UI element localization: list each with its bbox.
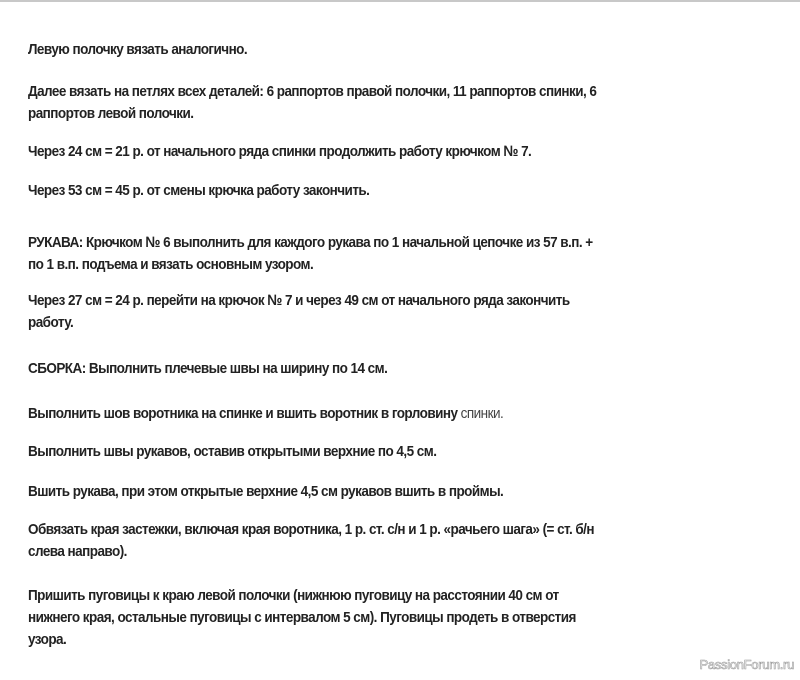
paragraph-sleeves bbox=[28, 232, 784, 276]
paragraph-edging bbox=[28, 519, 784, 563]
text-line: раппортов левой полочки. bbox=[28, 105, 194, 122]
text-line: Обвязать края застежки, включая края воротника, 1 р. ст. с/н и 1 р. «рачьего шага» (= ст. б/н bbox=[28, 521, 595, 538]
text-line: СБОРКА: Выполнить плечевые швы на ширину по 14 см. bbox=[28, 360, 388, 377]
paragraph-set-in-sleeves bbox=[28, 481, 784, 503]
watermark: PassionForum.ru bbox=[699, 657, 794, 672]
paragraph-pattern-repeats bbox=[28, 81, 784, 125]
paragraph-sleeve-seams bbox=[28, 441, 784, 463]
text-line: РУКАВА: Крючком № 6 выполнить для каждого рукава по 1 начальной цепочке из 57 в.п. + bbox=[28, 234, 593, 251]
paragraph-sleeves-finish bbox=[28, 290, 784, 334]
text-line: Через 53 см = 45 р. от смены крючка работу закончить. bbox=[28, 182, 370, 199]
text-line: Далее вязать на петлях всех деталей: 6 раппортов правой полочки, 11 раппортов спинки, 6 bbox=[28, 83, 597, 100]
text-line: узора. bbox=[28, 631, 67, 648]
paragraph-buttons bbox=[28, 585, 784, 651]
text-line: нижнего края, остальные пуговицы с интервалом 5 см). Пуговицы продеть в отверстия bbox=[28, 609, 576, 626]
text-line: по 1 в.п. подъема и вязать основным узором. bbox=[28, 256, 314, 273]
paragraph-finish-body bbox=[28, 180, 784, 202]
text-line: работу. bbox=[28, 314, 74, 331]
paragraph-assembly bbox=[28, 358, 784, 380]
text-line-tail: спинки. bbox=[457, 405, 504, 422]
text-line: Вшить рукава, при этом открытые верхние 4,5 см рукавов вшить в проймы. bbox=[28, 483, 504, 500]
text-line: Левую полочку вязать аналогично. bbox=[28, 41, 248, 58]
paragraph-hook-change bbox=[28, 141, 784, 163]
text-line: Выполнить швы рукавов, оставив открытыми верхние по 4,5 см. bbox=[28, 443, 437, 460]
paragraph-collar-seam bbox=[28, 403, 784, 425]
text-line: Пришить пуговицы к краю левой полочки (нижнюю пуговицу на расстоянии 40 см от bbox=[28, 587, 559, 604]
text-line: Через 27 см = 24 р. перейти на крючок № 7 и через 49 см от начального ряда закончить bbox=[28, 292, 570, 309]
top-border bbox=[0, 0, 800, 2]
text-line: Через 24 см = 21 р. от начального ряда спинки продолжить работу крючком № 7. bbox=[28, 143, 532, 160]
text-line: слева направо). bbox=[28, 543, 127, 560]
text-line: Выполнить шов воротника на спинке и вшить воротник в горловину bbox=[28, 405, 458, 422]
paragraph-left-front bbox=[28, 39, 784, 61]
